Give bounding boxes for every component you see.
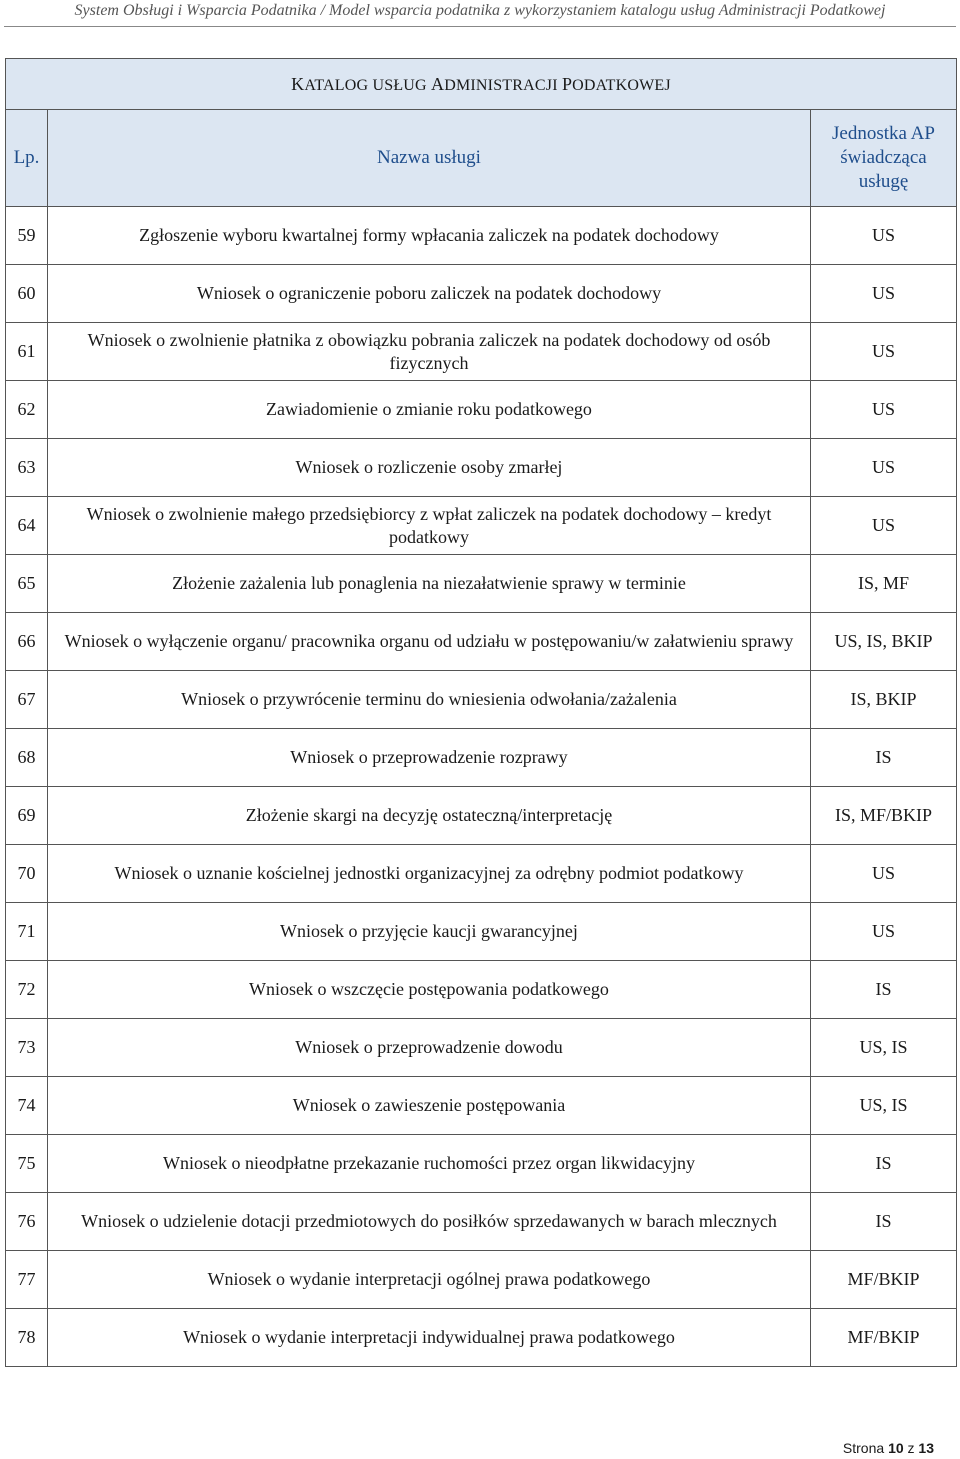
table-row bbox=[6, 323, 957, 381]
table-row bbox=[6, 207, 957, 265]
row-number-cell: 67 bbox=[6, 671, 48, 729]
row-number-cell: 74 bbox=[6, 1077, 48, 1135]
service-name-cell: Wniosek o zwolnienie małego przedsiębiorcy z wpłat zaliczek na podatek dochodowy – kredyt podatkowy bbox=[48, 497, 811, 555]
table-row bbox=[6, 845, 957, 903]
service-unit-cell: IS bbox=[810, 961, 956, 1019]
table-row bbox=[6, 555, 957, 613]
service-name-cell: Zawiadomienie o zmianie roku podatkowego bbox=[48, 381, 811, 439]
table-row bbox=[6, 1309, 957, 1367]
service-name-cell: Wniosek o uznanie kościelnej jednostki organizacyjnej za odrębny podmiot podatkowy bbox=[48, 845, 811, 903]
table-title-row bbox=[6, 59, 957, 110]
page-label: Strona bbox=[842, 1440, 885, 1456]
row-number-cell: 63 bbox=[6, 439, 48, 497]
service-name-cell: Wniosek o wyłączenie organu/ pracownika organu od udziału w postępowaniu/w załatwieniu sprawy bbox=[48, 613, 811, 671]
row-number-cell: 69 bbox=[6, 787, 48, 845]
service-unit-cell: IS, MF/BKIP bbox=[810, 787, 956, 845]
row-number-cell: 66 bbox=[6, 613, 48, 671]
service-unit-cell: MF/BKIP bbox=[810, 1251, 956, 1309]
service-name-cell: Wniosek o przyjęcie kaucji gwarancyjnej bbox=[48, 903, 811, 961]
service-name-cell: Wniosek o rozliczenie osoby zmarłej bbox=[48, 439, 811, 497]
page-separator: z bbox=[907, 1440, 915, 1456]
row-number-cell: 60 bbox=[6, 265, 48, 323]
service-unit-cell: US bbox=[810, 903, 956, 961]
service-unit-cell: US bbox=[810, 381, 956, 439]
service-unit-cell: US, IS, BKIP bbox=[810, 613, 956, 671]
service-catalog-table bbox=[5, 58, 957, 1367]
running-header: System Obsługi i Wsparcia Podatnika / Model wsparcia podatnika z wykorzystaniem katalogu usług Administracji Podatkowej bbox=[74, 2, 886, 19]
service-unit-cell: IS, BKIP bbox=[810, 671, 956, 729]
row-number-cell: 71 bbox=[6, 903, 48, 961]
service-unit-cell: US bbox=[810, 497, 956, 555]
table-row bbox=[6, 1251, 957, 1309]
row-number-cell: 78 bbox=[6, 1309, 48, 1367]
table-row bbox=[6, 961, 957, 1019]
service-name-cell: Wniosek o nieodpłatne przekazanie ruchomości przez organ likwidacyjny bbox=[48, 1135, 811, 1193]
table-row bbox=[6, 497, 957, 555]
table-row bbox=[6, 787, 957, 845]
service-unit-cell: IS bbox=[810, 729, 956, 787]
page-number bbox=[843, 1440, 934, 1456]
service-unit-cell: US bbox=[810, 323, 956, 381]
service-unit-cell: IS bbox=[810, 1193, 956, 1251]
service-name-cell: Wniosek o ograniczenie poboru zaliczek na podatek dochodowy bbox=[48, 265, 811, 323]
service-name-cell: Wniosek o wydanie interpretacji ogólnej prawa podatkowego bbox=[48, 1251, 811, 1309]
service-unit-cell: US, IS bbox=[810, 1077, 956, 1135]
service-unit-cell: US bbox=[810, 207, 956, 265]
service-name-cell: Wniosek o zawieszenie postępowania bbox=[48, 1077, 811, 1135]
row-number-cell: 72 bbox=[6, 961, 48, 1019]
table-row bbox=[6, 1077, 957, 1135]
service-unit-cell: US bbox=[810, 439, 956, 497]
table-title: KATALOG USŁUG ADMINISTRACJI PODATKOWEJ bbox=[6, 59, 957, 110]
service-name-cell: Wniosek o zwolnienie płatnika z obowiązku pobrania zaliczek na podatek dochodowy od osób fizycznych bbox=[48, 323, 811, 381]
table-row bbox=[6, 729, 957, 787]
row-number-cell: 77 bbox=[6, 1251, 48, 1309]
row-number-cell: 59 bbox=[6, 207, 48, 265]
service-name-cell: Złożenie skargi na decyzję ostateczną/interpretację bbox=[48, 787, 811, 845]
service-unit-cell: US bbox=[810, 265, 956, 323]
row-number-cell: 64 bbox=[6, 497, 48, 555]
row-number-cell: 61 bbox=[6, 323, 48, 381]
row-number-cell: 70 bbox=[6, 845, 48, 903]
service-name-cell: Wniosek o udzielenie dotacji przedmiotowych do posiłków sprzedawanych w barach mlecznych bbox=[48, 1193, 811, 1251]
service-name-cell: Złożenie zażalenia lub ponaglenia na niezałatwienie sprawy w terminie bbox=[48, 555, 811, 613]
row-number-cell: 65 bbox=[6, 555, 48, 613]
service-unit-cell: IS bbox=[810, 1135, 956, 1193]
service-name-cell: Wniosek o wydanie interpretacji indywidualnej prawa podatkowego bbox=[48, 1309, 811, 1367]
table-row bbox=[6, 439, 957, 497]
table-row bbox=[6, 613, 957, 671]
service-name-cell: Wniosek o wszczęcie postępowania podatkowego bbox=[48, 961, 811, 1019]
service-unit-cell: US, IS bbox=[810, 1019, 956, 1077]
table-row bbox=[6, 1193, 957, 1251]
page-current: 10 bbox=[888, 1440, 904, 1456]
row-number-cell: 73 bbox=[6, 1019, 48, 1077]
table-row bbox=[6, 1135, 957, 1193]
table-row bbox=[6, 903, 957, 961]
table-row bbox=[6, 265, 957, 323]
service-unit-cell: IS, MF bbox=[810, 555, 956, 613]
page-total: 13 bbox=[918, 1440, 934, 1456]
table-header-row bbox=[6, 110, 957, 207]
service-unit-cell: US bbox=[810, 845, 956, 903]
column-header-lp: Lp. bbox=[6, 110, 48, 207]
row-number-cell: 68 bbox=[6, 729, 48, 787]
header-divider bbox=[4, 26, 956, 27]
table-row bbox=[6, 1019, 957, 1077]
row-number-cell: 62 bbox=[6, 381, 48, 439]
service-name-cell: Wniosek o przeprowadzenie rozprawy bbox=[48, 729, 811, 787]
row-number-cell: 76 bbox=[6, 1193, 48, 1251]
column-header-unit: Jednostka AP świadcząca usługę bbox=[810, 110, 956, 207]
service-name-cell: Wniosek o przywrócenie terminu do wniesienia odwołania/zażalenia bbox=[48, 671, 811, 729]
service-unit-cell: MF/BKIP bbox=[810, 1309, 956, 1367]
row-number-cell: 75 bbox=[6, 1135, 48, 1193]
service-name-cell: Zgłoszenie wyboru kwartalnej formy wpłacania zaliczek na podatek dochodowy bbox=[48, 207, 811, 265]
table-row bbox=[6, 671, 957, 729]
service-name-cell: Wniosek o przeprowadzenie dowodu bbox=[48, 1019, 811, 1077]
table-row bbox=[6, 381, 957, 439]
column-header-name: Nazwa usługi bbox=[48, 110, 811, 207]
